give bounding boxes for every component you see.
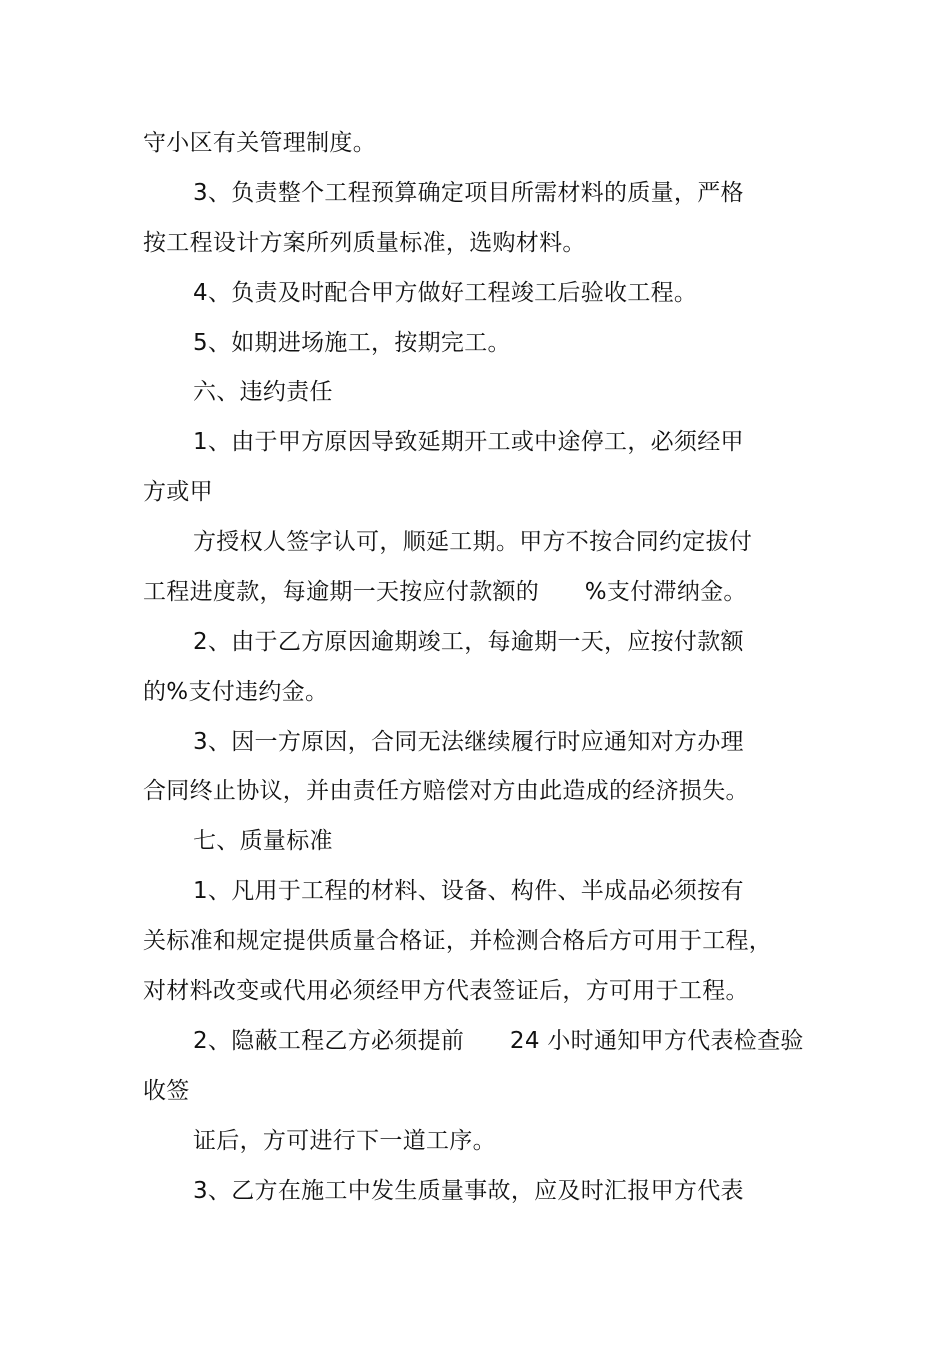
text-line: 3、因一方原因，合同无法继续履行时应通知对方办理 [193, 729, 744, 755]
text-line: 2、由于乙方原因逾期竣工，每逾期一天，应按付款额 [193, 629, 744, 655]
section-heading: 六、违约责任 [193, 379, 333, 405]
text-line: 1、凡用于工程的材料、设备、构件、半成品必须按有 [193, 878, 744, 904]
text-line: 证后，方可进行下一道工序。 [193, 1128, 496, 1154]
text-line: 1、由于甲方原因导致延期开工或中途停工，必须经甲 [193, 429, 744, 455]
text-line: 关标准和规定提供质量合格证，并检测合格后方可用于工程， [143, 928, 773, 954]
text-line: 2、隐蔽工程乙方必须提前 24 小时通知甲方代表检查验 [193, 1028, 804, 1054]
text-line: 按工程设计方案所列质量标准，选购材料。 [143, 230, 586, 256]
text-line: 5、如期进场施工，按期完工。 [193, 330, 511, 356]
text-line: 3、乙方在施工中发生质量事故，应及时汇报甲方代表 [193, 1178, 744, 1204]
text-line: 合同终止协议，并由责任方赔偿对方由此造成的经济损失。 [143, 778, 749, 804]
text-line: 的%支付违约金。 [143, 679, 329, 705]
text-line: 对材料改变或代用必须经甲方代表签证后，方可用于工程。 [143, 978, 749, 1004]
text-line: 方或甲 [143, 479, 213, 505]
text-line: 收签 [143, 1078, 190, 1104]
text-line: 工程进度款，每逾期一天按应付款额的 %支付滞纳金。 [143, 579, 747, 605]
text-line: 守小区有关管理制度。 [143, 130, 376, 156]
text-line: 方授权人签字认可，顺延工期。甲方不按合同约定拔付 [193, 529, 753, 555]
text-line: 3、负责整个工程预算确定项目所需材料的质量，严格 [193, 180, 744, 206]
section-heading: 七、质量标准 [193, 828, 333, 854]
text-line: 4、负责及时配合甲方做好工程竣工后验收工程。 [193, 280, 698, 306]
